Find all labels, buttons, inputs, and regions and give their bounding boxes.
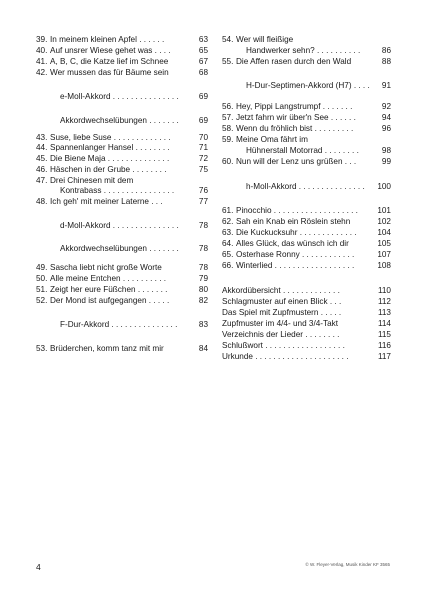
toc-entry: [222, 318, 391, 329]
toc-entry-title: Akkordwechselübungen . . . . . . .: [60, 244, 179, 253]
toc-entry: [36, 343, 208, 354]
toc-entry: [222, 340, 391, 351]
toc-entry-number: 53.: [36, 344, 48, 353]
toc-entry-page: 100: [377, 182, 391, 191]
toc-entry-number: 44.: [36, 143, 48, 152]
toc-entry-page: 96: [381, 124, 391, 133]
toc-entry-page: 112: [377, 297, 391, 306]
toc-entry-page: 115: [377, 330, 391, 339]
toc-entry-title: Osterhase Ronny . . . . . . . . . . . .: [236, 250, 355, 259]
toc-entry: [222, 134, 391, 145]
toc-entry-page: 68: [198, 68, 208, 77]
toc-entry-title: Handwerker sehn? . . . . . . . . . .: [246, 46, 361, 55]
toc-entry-number: 42.: [36, 68, 48, 77]
toc-entry-number: 61.: [222, 206, 234, 215]
toc-entry-title: Drei Chinesen mit dem: [50, 176, 134, 185]
toc-entry-title: Wer mussen das für Bäume sein: [50, 68, 169, 77]
toc-entry-number: 54.: [222, 35, 234, 44]
toc-entry: [36, 284, 208, 295]
toc-entry-title: Sah ein Knab ein Röslein stehn: [236, 217, 351, 226]
toc-entry-page: 69: [198, 116, 208, 125]
toc-entry-number: 40.: [36, 46, 48, 55]
toc-entry: [36, 34, 208, 45]
toc-entry-page: 102: [377, 217, 391, 226]
toc-entry-title: Pinocchio . . . . . . . . . . . . . . . . . . .: [236, 206, 358, 215]
toc-entry-page: 98: [381, 146, 391, 155]
toc-entry-page: 92: [381, 102, 391, 111]
toc-entry-number: 62.: [222, 217, 234, 226]
toc-entry-page: 101: [377, 206, 391, 215]
toc-entry-title: Die Biene Maja . . . . . . . . . . . . . .: [50, 154, 170, 163]
toc-entry: [222, 227, 391, 238]
toc-entry-page: 104: [377, 228, 391, 237]
toc-entry-number: 51.: [36, 285, 48, 294]
toc-entry: [36, 56, 208, 67]
toc-entry-page: 82: [198, 296, 208, 305]
toc-entry-title: Sascha liebt nicht große Worte: [50, 263, 162, 272]
toc-entry: [222, 101, 391, 112]
toc-entry-page: 80: [198, 285, 208, 294]
toc-entry-title: Zupfmuster im 4/4- und 3/4-Takt: [222, 319, 339, 328]
toc-entry: [36, 91, 208, 102]
toc-entry-page: 105: [377, 239, 391, 248]
toc-entry-title: Spannenlanger Hansel . . . . . . . .: [50, 143, 170, 152]
toc-entry: [222, 181, 391, 192]
page-number: 4: [36, 562, 41, 572]
toc-entry-title: Die Kuckucksuhr . . . . . . . . . . . . .: [236, 228, 357, 237]
toc-entry-number: 65.: [222, 250, 234, 259]
toc-entry: [222, 80, 391, 91]
toc-entry-number: 49.: [36, 263, 48, 272]
toc-entry: [222, 351, 391, 362]
toc-entry: [222, 34, 391, 45]
toc-entry: [222, 123, 391, 134]
toc-entry-number: 46.: [36, 165, 48, 174]
toc-entry-page: 63: [198, 35, 208, 44]
toc-entry: [222, 296, 391, 307]
toc-entry-title: Häschen in der Grube . . . . . . . .: [50, 165, 167, 174]
toc-entry-title: Auf unsrer Wiese gehet was . . . .: [50, 46, 171, 55]
toc-entry-page: 88: [381, 57, 391, 66]
toc-entry: [36, 142, 208, 153]
toc-entry-page: 79: [198, 274, 208, 283]
toc-entry-page: 84: [198, 344, 208, 353]
toc-entry-number: 66.: [222, 261, 234, 270]
toc-entry-number: 41.: [36, 57, 48, 66]
toc-entry-title: Hühnerstall Motorrad . . . . . . . .: [246, 146, 359, 155]
toc-entry-page: 94: [381, 113, 391, 122]
toc-entry-title: Akkordwechselübungen . . . . . . .: [60, 116, 179, 125]
toc-entry-page: 107: [377, 250, 391, 259]
toc-entry-number: 56.: [222, 102, 234, 111]
toc-entry-title: Alle meine Entchen . . . . . . . . . .: [50, 274, 167, 283]
toc-entry-title: A, B, C, die Katze lief im Schnee: [50, 57, 169, 66]
toc-entry: [36, 319, 208, 330]
toc-entry-title: h-Moll-Akkord . . . . . . . . . . . . . . .: [246, 182, 365, 191]
toc-entry: [36, 153, 208, 164]
toc-entry: [222, 285, 391, 296]
toc-entry-page: 75: [198, 165, 208, 174]
toc-entry-title: d-Moll-Akkord . . . . . . . . . . . . . . .: [60, 221, 179, 230]
toc-entry: [36, 273, 208, 284]
toc-entry-title: e-Moll-Akkord . . . . . . . . . . . . . . .: [60, 92, 179, 101]
toc-entry-title: Alles Glück, das wünsch ich dir: [236, 239, 349, 248]
toc-entry-number: 64.: [222, 239, 234, 248]
toc-entry-page: 77: [198, 197, 208, 206]
toc-entry-title: Urkunde . . . . . . . . . . . . . . . . . . . . .: [222, 352, 349, 361]
toc-entry-number: 59.: [222, 135, 234, 144]
toc-entry-number: 55.: [222, 57, 234, 66]
toc-entry-title: Suse, liebe Suse . . . . . . . . . . . . .: [50, 133, 171, 142]
toc-entry: [36, 115, 208, 126]
toc-entry-page: 72: [198, 154, 208, 163]
toc-entry-title: Der Mond ist aufgegangen . . . . .: [50, 296, 170, 305]
toc-entry-number: 47.: [36, 176, 48, 185]
toc-entry-title: Kontrabass . . . . . . . . . . . . . . . .: [60, 186, 175, 195]
toc-entry-number: 63.: [222, 228, 234, 237]
toc-entry-page: 108: [377, 261, 391, 270]
toc-entry: [222, 307, 391, 318]
toc-entry-page: 117: [377, 352, 391, 361]
toc-entry: [222, 205, 391, 216]
toc-entry-page: 91: [381, 81, 391, 90]
toc-entry-page: 110: [377, 286, 391, 295]
toc-entry: [36, 164, 208, 175]
toc-entry-page: 67: [198, 57, 208, 66]
toc-entry-number: 57.: [222, 113, 234, 122]
toc-entry-number: 50.: [36, 274, 48, 283]
toc-entry-page: 83: [198, 320, 208, 329]
toc-entry-number: 39.: [36, 35, 48, 44]
toc-entry-title: Schlagmuster auf einen Blick . . .: [222, 297, 342, 306]
toc-entry-page: 70: [198, 133, 208, 142]
toc-entry: [222, 260, 391, 271]
toc-entry-title: Zeigt her eure Füßchen . . . . . . .: [50, 285, 168, 294]
toc-entry-number: 48.: [36, 197, 48, 206]
toc-entry-title: Die Affen rasen durch den Wald: [236, 57, 352, 66]
toc-entry: [36, 295, 208, 306]
toc-entry: [222, 329, 391, 340]
toc-entry-page: 65: [198, 46, 208, 55]
toc-entry-page: 113: [377, 308, 391, 317]
toc-entry-page: 71: [198, 143, 208, 152]
toc-entry: [222, 249, 391, 260]
toc-entry: [222, 145, 391, 156]
toc-entry-title: Nun will der Lenz uns grüßen . . .: [236, 157, 357, 166]
toc-entry-page: 76: [198, 186, 208, 195]
toc-entry-title: Jetzt fahrn wir über'n See . . . . . .: [236, 113, 356, 122]
toc-entry-title: Meine Oma fährt im: [236, 135, 308, 144]
toc-entry: [36, 262, 208, 273]
toc-entry: [222, 45, 391, 56]
toc-entry: [36, 45, 208, 56]
toc-entry: [222, 216, 391, 227]
toc-entry: [36, 67, 208, 78]
toc-entry-title: Schlußwort . . . . . . . . . . . . . . . . . .: [222, 341, 345, 350]
toc-entry-page: 99: [381, 157, 391, 166]
toc-entry-title: Akkordübersicht . . . . . . . . . . . . .: [222, 286, 340, 295]
toc-entry-title: Verzeichnis der Lieder . . . . . . . .: [222, 330, 340, 339]
toc-entry: [36, 185, 208, 196]
toc-entry-page: 69: [198, 92, 208, 101]
toc-entry-number: 58.: [222, 124, 234, 133]
toc-entry-title: Wenn du fröhlich bist . . . . . . . . .: [236, 124, 354, 133]
toc-entry-title: Ich geh' mit meiner Laterne . . .: [50, 197, 163, 206]
toc-entry-page: 78: [198, 221, 208, 230]
toc-entry: [36, 243, 208, 254]
toc-entry-number: 43.: [36, 133, 48, 142]
toc-entry-title: Brüderchen, komm tanz mit mir: [50, 344, 164, 353]
copyright-notice: © W. Fleyer-Verlag, Musik Kinder KF 3565: [305, 562, 390, 567]
toc-entry-title: Winterlied . . . . . . . . . . . . . . . . . .: [236, 261, 355, 270]
toc-entry: [36, 220, 208, 231]
toc-entry-page: 78: [198, 244, 208, 253]
toc-entry-title: In meinem kleinen Apfel . . . . . .: [50, 35, 165, 44]
toc-entry: [222, 156, 391, 167]
toc-entry-number: 60.: [222, 157, 234, 166]
toc-entry: [36, 196, 208, 207]
toc-entry-title: Das Spiel mit Zupfmustern . . . . .: [222, 308, 342, 317]
toc-entry: [222, 112, 391, 123]
toc-entry-title: Hey, Pippi Langstrumpf . . . . . . .: [236, 102, 353, 111]
toc-entry-title: F-Dur-Akkord . . . . . . . . . . . . . . .: [60, 320, 178, 329]
toc-entry-page: 114: [377, 319, 391, 328]
toc-entry-page: 116: [377, 341, 391, 350]
toc-entry-page: 78: [198, 263, 208, 272]
toc-entry-page: 86: [381, 46, 391, 55]
toc-entry-title: H-Dur-Septimen-Akkord (H7) . . . .: [246, 81, 370, 90]
toc-entry: [222, 238, 391, 249]
toc-entry-number: 45.: [36, 154, 48, 163]
toc-entry: [222, 56, 391, 67]
toc-entry-title: Wer will fleißige: [236, 35, 294, 44]
toc-entry-number: 52.: [36, 296, 48, 305]
